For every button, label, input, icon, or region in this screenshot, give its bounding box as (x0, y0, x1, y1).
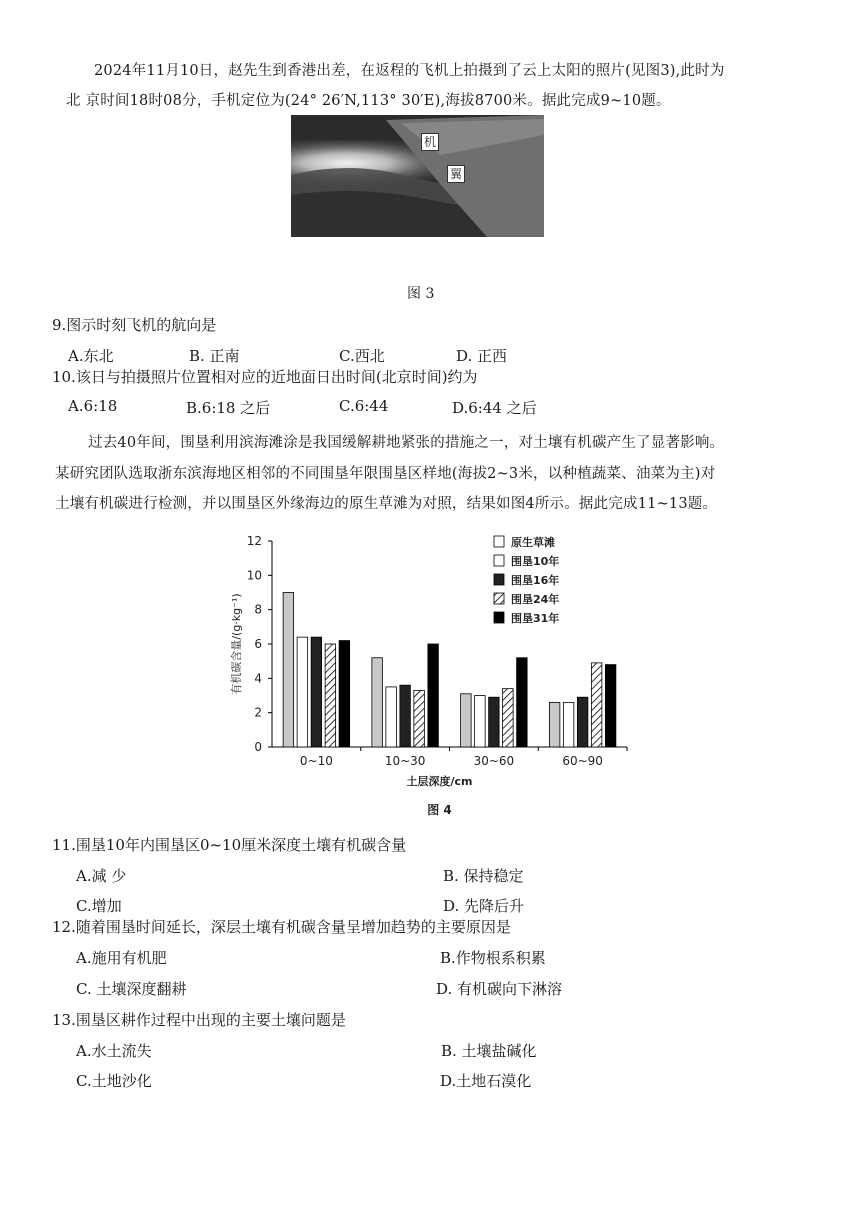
bar-围垦24年-10~30 (414, 690, 425, 747)
q9-option-c[interactable]: C.西北 (339, 347, 385, 365)
q13-option-c[interactable]: C.土地沙化 (76, 1072, 152, 1090)
figure4-chart (222, 528, 642, 818)
legend-swatch (494, 536, 504, 547)
legend-swatch (494, 574, 504, 585)
bar-围垦16年-60~90 (577, 697, 588, 747)
bar-围垦31年-60~90 (605, 665, 616, 747)
y-tick-label: 2 (254, 705, 262, 720)
figure4-caption: 图 4 (427, 803, 452, 817)
bar-围垦31年-30~60 (517, 658, 528, 747)
intro2-line2: 某研究团队选取浙东滨海地区相邻的不同围垦年限围垦区样地(海拔2~3米，以种植蔬菜、油菜为主)对 (55, 466, 716, 482)
x-tick-label: 10~30 (384, 754, 426, 768)
legend-label: 围垦10年 (511, 555, 560, 568)
q11-option-a[interactable]: A.减 少 (76, 867, 127, 885)
wing-label-2: 翼 (447, 165, 465, 183)
y-tick-label: 4 (254, 671, 262, 686)
legend-swatch (494, 612, 504, 623)
q12-option-a[interactable]: A.施用有机肥 (76, 949, 167, 967)
q13-option-a[interactable]: A.水土流失 (76, 1042, 152, 1060)
y-tick-label: 10 (246, 568, 262, 583)
q11-option-c[interactable]: C.增加 (76, 897, 122, 915)
photo-scene (291, 115, 544, 237)
figure3-caption: 图 3 (407, 286, 435, 302)
bar-围垦10年-10~30 (386, 687, 397, 747)
intro1-line1: 2024年11月10日，赵先生到香港出差，在返程的飞机上拍摄到了云上太阳的照片(见图3),此时为 (94, 63, 725, 79)
q11-stem: 11.围垦10年内围垦区0~10厘米深度土壤有机碳含量 (52, 836, 407, 854)
legend-label: 围垦16年 (511, 574, 560, 587)
bar-围垦24年-30~60 (503, 689, 514, 747)
bar-围垦10年-0~10 (297, 637, 308, 747)
q12-stem: 12.随着围垦时间延长，深层土壤有机碳含量呈增加趋势的主要原因是 (52, 918, 511, 936)
q13-option-d[interactable]: D.土地石漠化 (440, 1072, 532, 1090)
bar-围垦10年-60~90 (563, 702, 574, 747)
q9-option-d[interactable]: D. 正西 (456, 347, 508, 365)
q12-option-d[interactable]: D. 有机碳向下淋溶 (436, 980, 563, 998)
q10-option-d[interactable]: D.6:44 之后 (452, 399, 537, 417)
bar-围垦31年-10~30 (428, 644, 439, 747)
q10-option-b[interactable]: B.6:18 之后 (186, 399, 271, 417)
y-tick-label: 8 (254, 602, 262, 617)
bar-原生草滩-0~10 (283, 593, 294, 748)
legend-swatch (494, 593, 504, 604)
q10-stem: 10.该日与拍摄照片位置相对应的近地面日出时间(北京时间)约为 (52, 368, 478, 386)
q9-option-b[interactable]: B. 正南 (189, 347, 240, 365)
legend-swatch (494, 555, 504, 566)
bar-围垦16年-0~10 (311, 637, 322, 747)
q10-option-c[interactable]: C.6:44 (339, 397, 389, 415)
legend-label: 原生草滩 (511, 536, 555, 549)
airplane-wing-photo (291, 115, 544, 237)
wing-label-1: 机 (421, 133, 439, 151)
bar-围垦24年-0~10 (325, 644, 336, 747)
bar-围垦16年-30~60 (489, 697, 500, 747)
y-tick-label: 6 (254, 637, 262, 651)
x-tick-label: 30~60 (473, 754, 515, 768)
x-axis-label: 土层深度/cm (406, 775, 473, 788)
intro2-line3: 土壤有机碳进行检测，并以围垦区外缘海边的原生草滩为对照，结果如图4所示。据此完成11~13题。 (55, 496, 718, 512)
q11-option-b[interactable]: B. 保持稳定 (443, 867, 524, 885)
bar-围垦10年-30~60 (475, 696, 486, 748)
legend-label: 围垦31年 (511, 612, 560, 625)
q12-option-b[interactable]: B.作物根系积累 (440, 949, 546, 967)
q12-option-c[interactable]: C. 土壤深度翻耕 (76, 980, 187, 998)
x-tick-label: 0~10 (299, 754, 333, 768)
y-tick-label: 12 (246, 534, 262, 548)
y-axis-label: 有机碳含量/(g·kg⁻¹) (230, 593, 243, 695)
bar-围垦24年-60~90 (591, 663, 602, 747)
q10-option-a[interactable]: A.6:18 (68, 397, 118, 415)
bar-围垦16年-10~30 (400, 685, 411, 747)
y-tick-label: 0 (254, 740, 262, 754)
bar-围垦31年-0~10 (339, 641, 350, 747)
organic-carbon-bar-chart (222, 528, 642, 818)
bar-原生草滩-60~90 (549, 702, 560, 747)
q13-stem: 13.围垦区耕作过程中出现的主要土壤问题是 (52, 1011, 346, 1029)
legend-label: 围垦24年 (511, 593, 560, 606)
bar-原生草滩-30~60 (461, 694, 472, 747)
intro1-line2: 北 京时间18时08分，手机定位为(24° 26′N,113° 30′E),海拔8700米。据此完成9~10题。 (66, 93, 671, 109)
q9-stem: 9.图示时刻飞机的航向是 (52, 316, 217, 334)
x-tick-label: 60~90 (562, 754, 603, 768)
q11-option-d[interactable]: D. 先降后升 (443, 897, 525, 915)
q13-option-b[interactable]: B. 土壤盐碱化 (441, 1042, 537, 1060)
q9-option-a[interactable]: A.东北 (68, 347, 114, 365)
intro2-line1: 过去40年间，围垦利用滨海滩涂是我国缓解耕地紧张的措施之一，对土壤有机碳产生了显著影响。 (88, 435, 725, 451)
bar-原生草滩-10~30 (372, 658, 383, 747)
